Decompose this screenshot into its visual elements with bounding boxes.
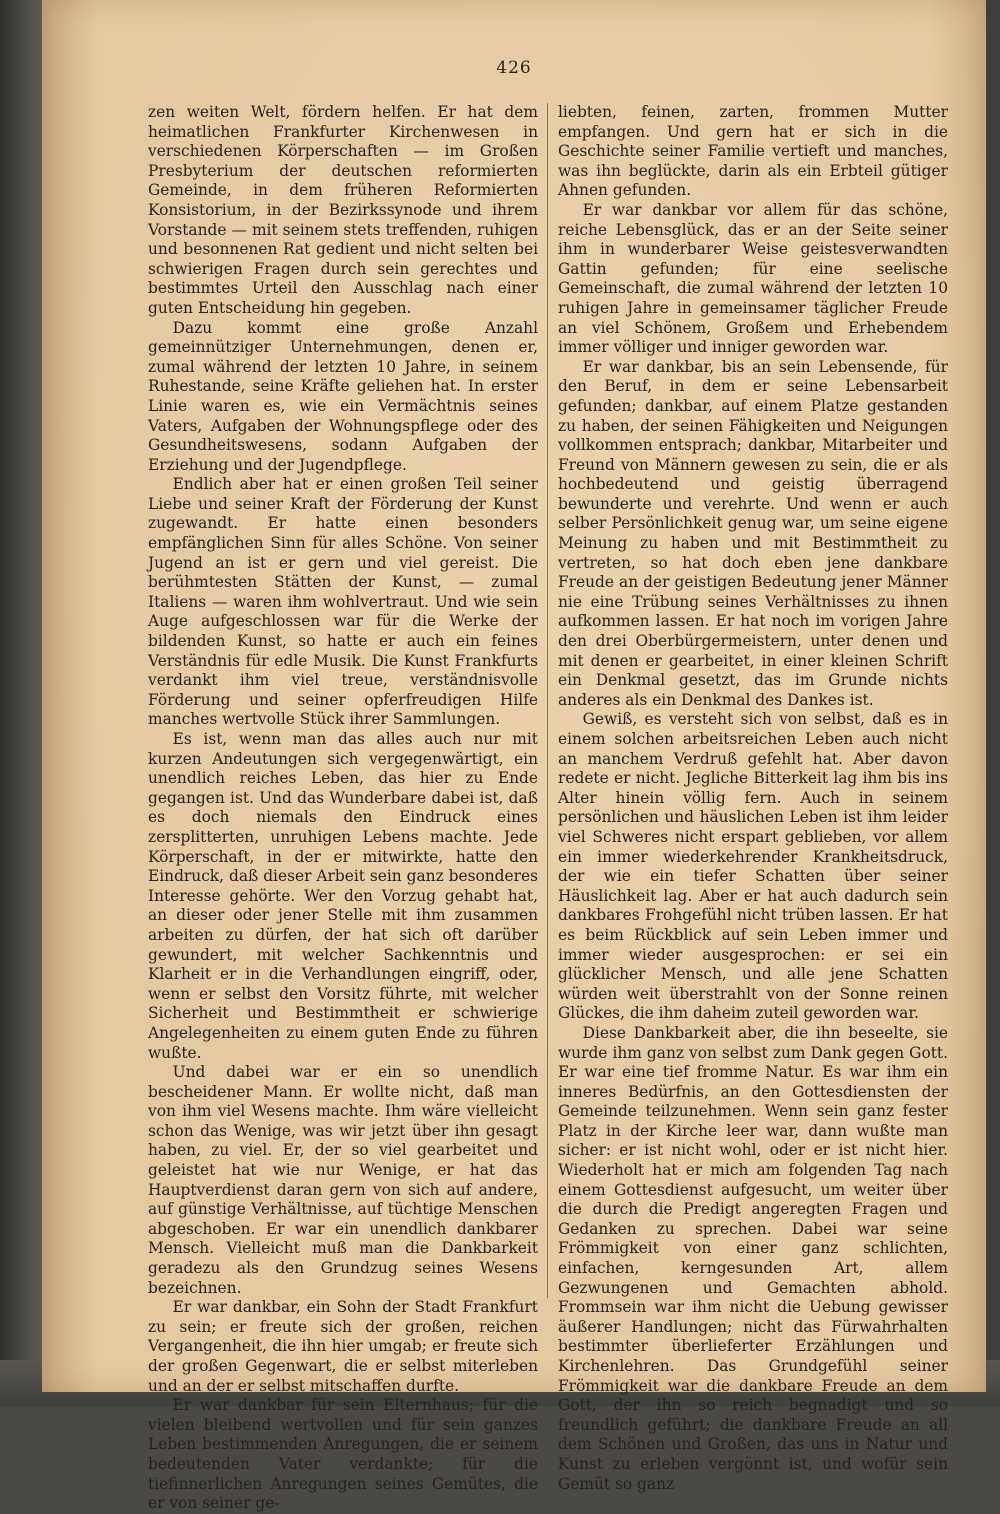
right-paragraph-3: Er war dankbar, bis an sein Lebensende, für den Beruf, in dem er seine Lebensarbeit gefunden; dankbar, auf einem Platze gestanden zu haben, der seinen Fähigkeiten und Neigungen vollkommen entsprach; dankbar, Mitarbeiter und Freund von Männern gewesen zu sein, die er als hochbedeutend und geistig überragend bewunderte und verehrte. Und wenn er auch selber Persönlichkeit genug war, um seine eigene Meinung zu haben und mit Bestimmtheit zu vertreten, so hat doch eben jene dankbare Freude an der geistigen Bedeutung jener Männer nie eine Trübung seines Verhältnisses zu ihnen aufkommen lassen. Er hat noch im vorigen Jahre den drei Oberbürgermeistern, unter denen und mit denen er gearbeitet, in einer kleinen Schrift ein Denkmal gesetzt, das im Grunde nichts anderes als ein Denkmal des Dankes ist. <box>558 357 948 709</box>
left-paragraph-7: Er war dankbar für sein Elternhaus; für die vielen bleibend wertvollen und für sein ganzes Leben bestimmenden Anregungen, die er seinem bedeutenden Vater verdankte; für die tiefinnerlichen Anregungen seines Gemütes, die er von seiner ge- <box>148 1396 538 1513</box>
column-divider <box>547 103 548 1298</box>
right-paragraph-5: Diese Dankbarkeit aber, die ihn beseelte, sie wurde ihm ganz von selbst zum Dank gegen Gott. Er war eine tief fromme Natur. Es war ihm ein inneres Bedürfnis, an den Gottesdiensten der Gemeinde teilzunehmen. Wenn sein ganz fester Platz in der Kirche leer war, dann wußte man sicher: er ist nicht wohl, oder er ist nicht hier. Wiederholt hat er mich am folgenden Tag nach einem Gottesdienst aufgesucht, um weiter über die durch die Predigt angeregten Fragen und Gedanken zu sprechen. Dabei war seine Frömmigkeit von einer ganz schlichten, einfachen, kerngesunden Art, allem Gezwungenen und Gemachten abhold. Frommsein war ihm nicht die Uebung gewisser äußerer Handlungen; nicht das Fürwahrhalten bestimmter überlieferter Erzählungen und Kirchenlehren. Das Grundgefühl seiner Frömmigkeit war die dankbare Freude an dem Gott, der ihn so reich begnadigt und so freundlich geführt; die dankbare Freude an all dem Schönen und Großen, das uns in Natur und Kunst zu erleben vergönnt ist, und wofür sein Gemüt so ganz <box>558 1023 948 1493</box>
left-paragraph-1: zen weiten Welt, fördern helfen. Er hat dem heimatlichen Frankfurter Kirchenwesen in verschiedenen Körperschaften — im Großen Presbyterium der deutschen reformierten Gemeinde, in dem früheren Reformierten Konsistorium, in der Bezirkssynode und ihrem Vorstande — mit seinem stets treffenden, ruhigen und besonnenen Rat gedient und nicht selten bei schwierigen Fragen durch sein gerechtes und bestimmtes Urteil den Ausschlag nach einer guten Entscheidung hin gegeben. <box>148 103 538 317</box>
left-paragraph-5: Und dabei war er ein so unendlich bescheidener Mann. Er wollte nicht, daß man von ihm viel Wesens machte. Ihm wäre vielleicht schon das Wenige, was wir jetzt über ihn gesagt haben, zu viel. Er, der so viel gearbeitet und geleistet hat wie nur Wenige, er hat das Hauptverdienst daran gern von sich auf andere, auf günstige Verhältnisse, auf tüchtige Menschen abgeschoben. Er war ein unendlich dankbarer Mensch. Vielleicht muß man die Dankbarkeit geradezu als den Grundzug seines Wesens bezeichnen. <box>148 1063 538 1297</box>
left-column <box>148 103 538 1514</box>
left-paragraph-6: Er war dankbar, ein Sohn der Stadt Frankfurt zu sein; er freute sich der großen, reichen Vergangenheit, die ihn hier umgab; er freute sich der großen Gegenwart, die er selbst miterleben und an der er selbst mitschaffen durfte. <box>148 1298 538 1395</box>
left-paragraph-4: Es ist, wenn man das alles auch nur mit kurzen Andeutungen sich vergegenwärtigt, ein unendlich reiches Leben, das hier zu Ende gegangen ist. Und das Wunderbare dabei ist, daß es doch niemals den Eindruck eines zersplitterten, unruhigen Lebens machte. Jede Körperschaft, in der er mitwirkte, hatte den Eindruck, daß dieser Arbeit sein ganz besonderes Interesse gehörte. Wer den Vorzug gehabt hat, an dieser oder jener Stelle mit ihm zusammen arbeiten zu dürfen, der hat sich oft darüber gewundert, mit welcher Sachkenntnis und Klarheit er in die Verhandlungen eingriff, oder, wenn er selbst den Vorsitz führte, mit welcher Sicherheit und Bestimmtheit er schwierige Angelegenheiten zu einem guten Ende zu führen wußte. <box>148 730 538 1062</box>
left-paragraph-3: Endlich aber hat er einen großen Teil seiner Liebe und seiner Kraft der Förderung der Kunst zugewandt. Er hatte einen besonders empfänglichen Sinn für alles Schöne. Von seiner Jugend an ist er gern und viel gereist. Die berühmtesten Stätten der Kunst, — zumal Italiens — waren ihm wohlvertraut. Und wie sein Auge aufgeschlossen war für die Werke der bildenden Kunst, so hatte er auch ein feines Verständnis für edle Musik. Die Kunst Frankfurts verdankt ihm viel treue, verständnisvolle Förderung und seiner opferfreudigen Hilfe manches wertvolle Stück ihrer Sammlungen. <box>148 475 538 729</box>
right-column <box>558 103 948 1494</box>
page-sheet <box>42 0 986 1513</box>
right-paragraph-4: Gewiß, es versteht sich von selbst, daß es in einem solchen arbeitsreichen Leben auch nicht an manchem Verdruß gefehlt hat. Aber davon redete er nicht. Jegliche Bitterkeit lag ihm bis ins Alter hinein völlig fern. Auch in seinem persönlichen und häuslichen Leben ist ihm leider viel Schweres nicht erspart geblieben, vor allem ein immer wiederkehrender Krankheitsdruck, der wie ein tiefer Schatten über seiner Häuslichkeit lag. Aber er hat auch dadurch sein dankbares Frohgefühl nicht trüben lassen. Er hat es beim Rückblick auf sein Leben immer und immer wieder ausgesprochen: er sei ein glücklicher Mensch, und alle jene Schatten würden weit überstrahlt von der Sonne reinen Glückes, die ihm daheim zuteil geworden war. <box>558 710 948 1023</box>
left-paragraph-2: Dazu kommt eine große Anzahl gemeinnütziger Unternehmungen, denen er, zumal während der letzten 10 Jahre, in seinem Ruhestande, seine Kräfte geliehen hat. In erster Linie waren es, wie ein Vermächtnis seines Vaters, Aufgaben der Wohnungspflege oder des Gesundheitswesens, sodann Aufgaben der Erziehung und der Jugendpflege. <box>148 318 538 474</box>
right-paragraph-1: liebten, feinen, zarten, frommen Mutter empfangen. Und gern hat er sich in die Geschichte seiner Familie vertieft und manches, was ihn beglückte, darin als ein Erbteil gütiger Ahnen gefunden. <box>558 103 948 200</box>
page-number: 426 <box>496 58 532 78</box>
right-paragraph-2: Er war dankbar vor allem für das schöne, reiche Lebensglück, das er an der Seite seiner ihm in wunderbarer Weise geistesverwandten Gattin gefunden; für eine seelische Gemeinschaft, die zumal während der letzten 10 ruhigen Jahre in gemeinsamer täglicher Freude an viel Schönem, Großem und Erhebendem immer völliger und inniger geworden war. <box>558 200 948 357</box>
